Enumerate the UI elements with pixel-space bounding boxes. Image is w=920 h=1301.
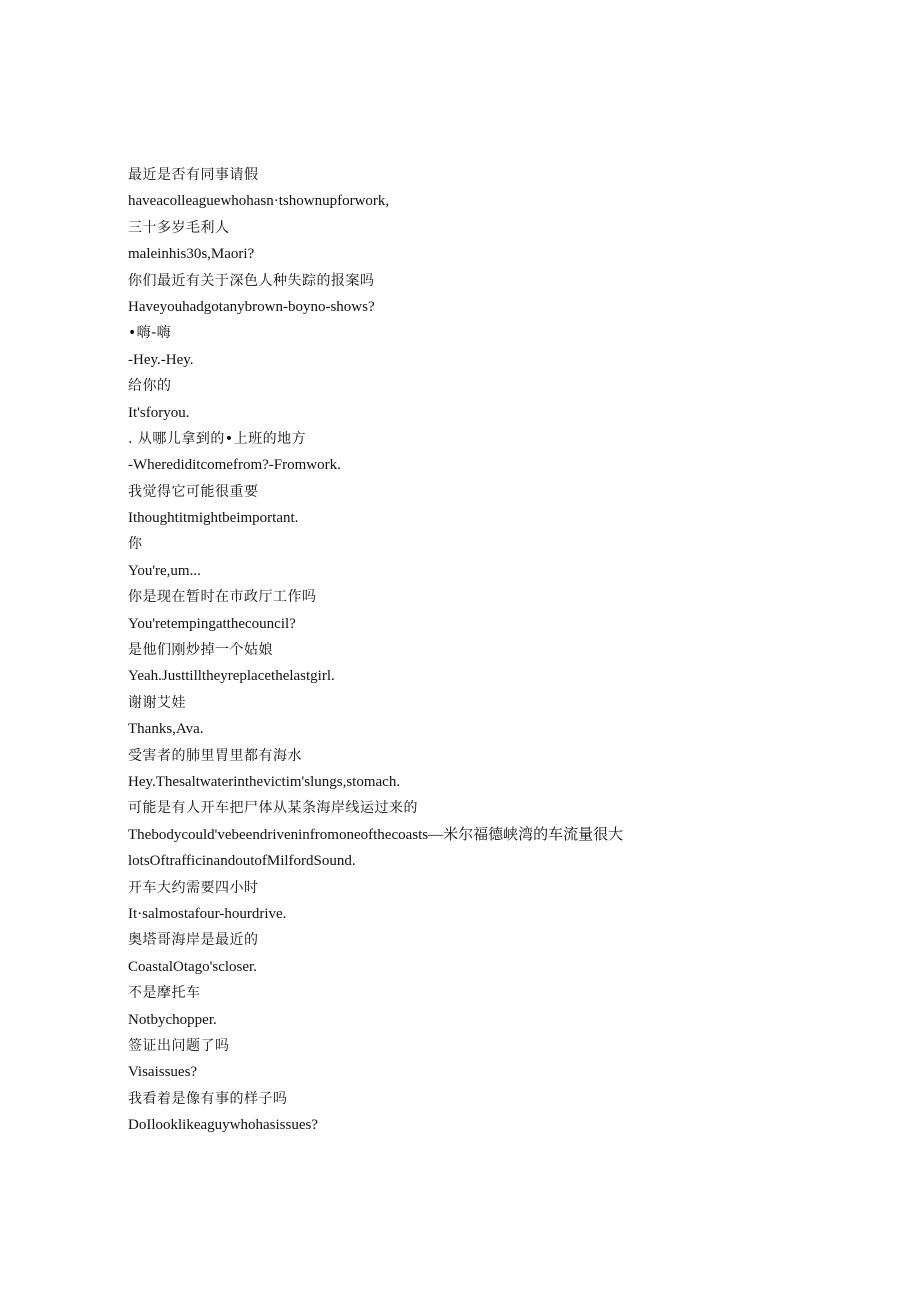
chinese-subtitle-line: 给你的 (128, 378, 172, 395)
chinese-subtitle-line: •嗨-嗨 (128, 325, 172, 342)
english-subtitle-line: Ithoughtitmightbeimportant. (128, 510, 299, 527)
chinese-subtitle-line: 可能是有人开车把尸体从某条海岸线运过来的 (128, 800, 418, 817)
chinese-subtitle-line: 是他们刚炒掉一个姑娘 (128, 642, 273, 659)
chinese-subtitle-line: 我看着是像有事的样子吗 (128, 1090, 288, 1107)
english-subtitle-line: DoIlooklikeaguywhohasissues? (128, 1117, 318, 1134)
chinese-subtitle-line: 你 (128, 536, 143, 553)
english-subtitle-line: Notbychopper. (128, 1011, 217, 1028)
english-subtitle-line: You'retempingatthecouncil? (128, 615, 296, 632)
chinese-subtitle-line: 最近是否有同事请假 (128, 167, 259, 183)
english-subtitle-line: Thebodycould'vebeendriveninfromoneofthecoasts—米尔福德峡湾的车流量很大 (128, 826, 624, 843)
english-subtitle-line: Visaissues? (128, 1064, 198, 1081)
chinese-subtitle-line: 开车大约需要四小时 (128, 879, 259, 896)
english-subtitle-line: CoastalOtago'scloser. (128, 958, 257, 975)
chinese-subtitle-line: 三十多岁毛利人 (128, 219, 230, 236)
chinese-subtitle-line: 你是现在暂时在市政厅工作吗 (128, 589, 317, 606)
chinese-subtitle-line: 不是摩托车 (128, 985, 201, 1002)
chinese-subtitle-line: 受害者的肺里胃里都有海水 (128, 747, 302, 764)
chinese-subtitle-line: 签证出问题了吗 (128, 1037, 230, 1054)
english-subtitle-line: Haveyouhadgotanybrown-boyno-shows? (128, 298, 375, 315)
english-subtitle-line: maleinhis30s,Maori? (128, 246, 255, 263)
english-subtitle-line: Thanks,Ava. (128, 721, 204, 738)
english-subtitle-line: lotsOftrafficinandoutofMilfordSound. (128, 853, 356, 870)
english-subtitle-line: It'sforyou. (128, 404, 190, 421)
chinese-subtitle-line: 你们最近有关于深色人种失踪的报案吗 (128, 272, 375, 289)
chinese-subtitle-line: . 从哪儿拿到的•上班的地方 (128, 430, 307, 447)
english-subtitle-line: -Hey.-Hey. (128, 351, 194, 368)
english-subtitle-line: Hey.Thesaltwaterinthevictim'slungs,stomach. (128, 773, 401, 790)
chinese-subtitle-line: 谢谢艾娃 (128, 694, 186, 711)
english-subtitle-line: -Wherediditcomefrom?-Fromwork. (128, 457, 341, 474)
english-subtitle-line: You're,um... (128, 562, 201, 579)
chinese-subtitle-line: 我觉得它可能很重要 (128, 483, 259, 500)
subtitle-text-block (128, 164, 848, 1140)
english-subtitle-line: It·salmostafour-hourdrive. (128, 905, 287, 922)
chinese-subtitle-line: 奥塔哥海岸是最近的 (128, 932, 259, 949)
english-subtitle-line: haveacolleaguewhohasn·tshownupforwork, (128, 193, 390, 210)
english-subtitle-line: Yeah.Justtilltheyreplacethelastgirl. (128, 668, 335, 685)
